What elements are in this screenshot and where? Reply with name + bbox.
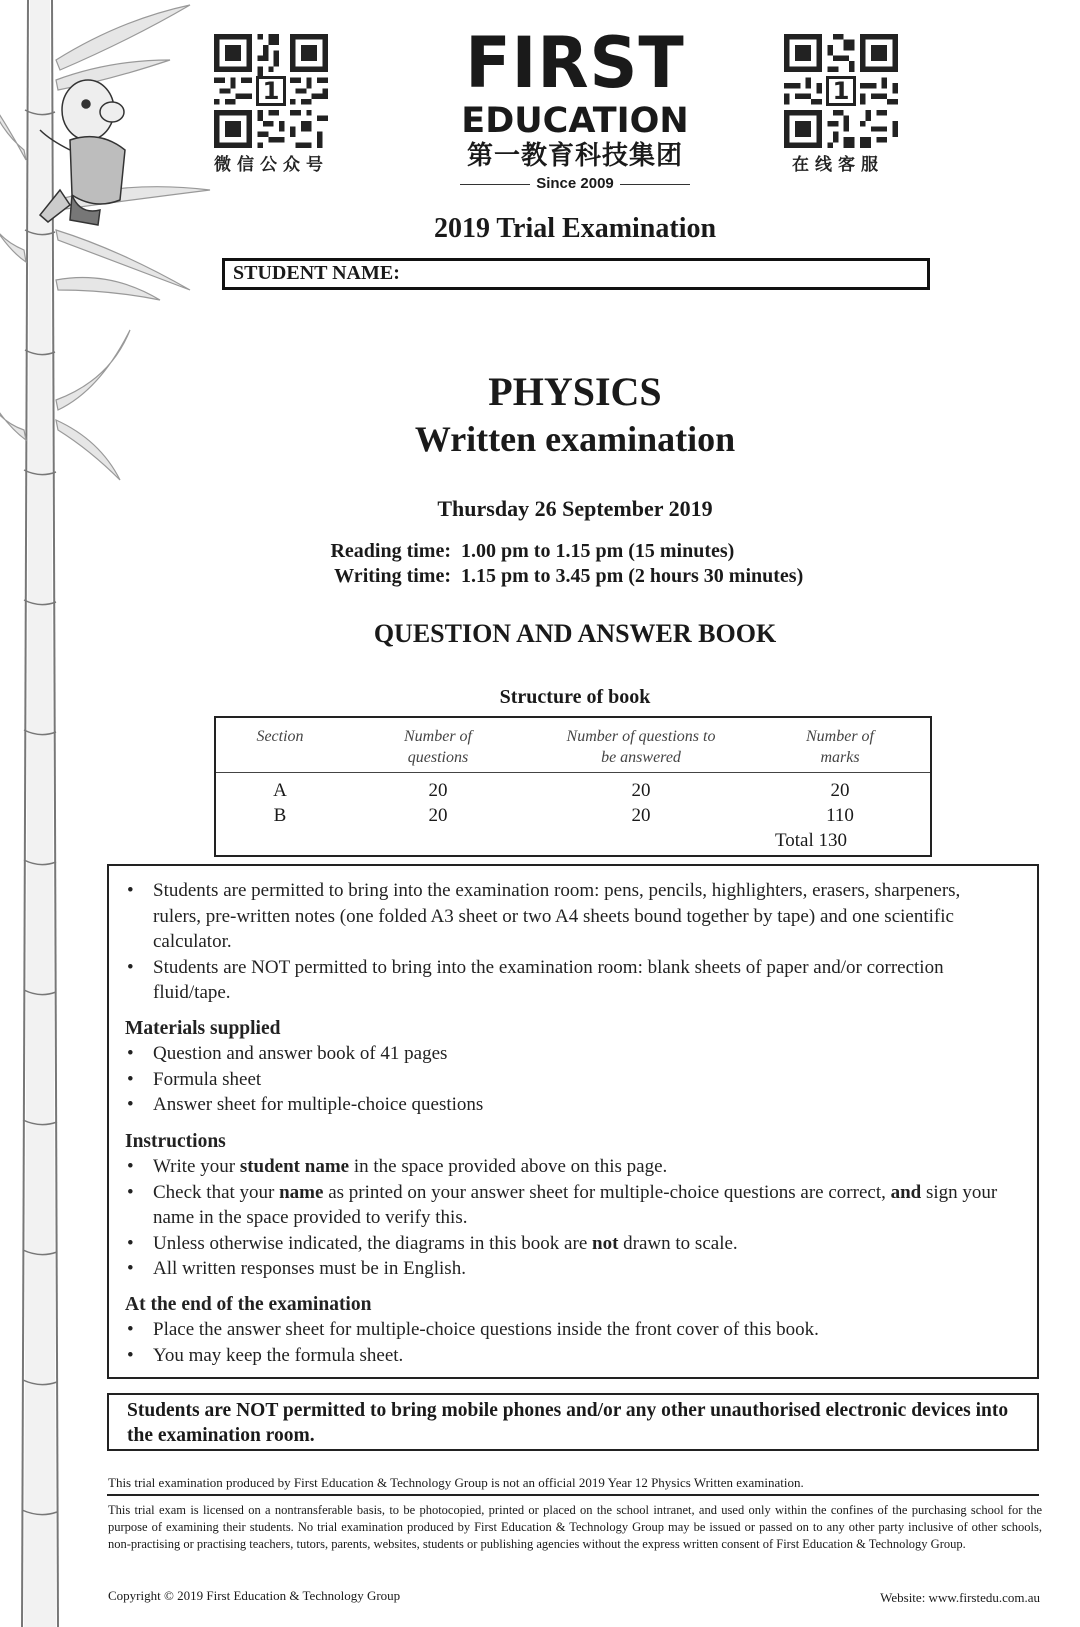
writing-time-label: Writing time: xyxy=(334,565,451,587)
service-caption: 在线客服 xyxy=(792,155,884,175)
header-questions: Number of questions xyxy=(344,717,532,773)
list-item: • Question and answer book of 41 pages xyxy=(125,1041,1005,1067)
total-marks: Total 130 xyxy=(774,830,847,851)
wechat-qr-code-icon xyxy=(214,34,328,148)
reading-time-label: Reading time: xyxy=(330,540,451,562)
table-total-row xyxy=(215,828,931,856)
cell-marks: 110 xyxy=(826,805,854,826)
writing-time xyxy=(316,565,803,588)
header-marks: Number of marks xyxy=(750,717,931,773)
copyright: Copyright © 2019 First Education & Technology Group xyxy=(108,1588,401,1603)
reading-time-value: 1.00 pm to 1.15 pm (15 minutes) xyxy=(461,540,735,562)
cell-questions: 20 xyxy=(428,805,448,826)
student-name-label: STUDENT NAME: xyxy=(233,262,400,284)
mobile-phone-warning: Students are NOT permitted to bring mobile phones and/or any other unauthorised electronic devices into the examination room. xyxy=(107,1393,1039,1451)
logo-since: Since 2009 xyxy=(460,176,690,191)
list-item: • Students are permitted to bring into the examination room: pens, pencils, highlighters, erasers, sharpeners, rulers, pre-written notes (one folded A3 sheet or two A4 sheets bound together by tape) and one scientific calculator. xyxy=(125,878,1005,955)
svg-text:1: 1 xyxy=(262,76,280,106)
table-row xyxy=(215,803,931,828)
instructions-section xyxy=(125,1129,1005,1282)
exam-date: Thursday 26 September 2019 xyxy=(437,496,713,521)
permitted-list xyxy=(125,878,1005,1006)
cell-marks: 20 xyxy=(830,780,850,801)
logo-first: FIRST xyxy=(465,22,685,104)
service-qr-code-icon xyxy=(784,34,898,148)
end-heading: At the end of the examination xyxy=(125,1294,372,1315)
list-item: • Formula sheet xyxy=(125,1067,1005,1093)
table-row xyxy=(215,773,931,804)
cell-section: B xyxy=(273,805,287,826)
cell-questions: 20 xyxy=(428,780,448,801)
writing-time-value: 1.15 pm to 3.45 pm (2 hours 30 minutes) xyxy=(461,565,804,587)
svg-text:1: 1 xyxy=(832,76,850,106)
website: Website: www.firstedu.com.au xyxy=(880,1590,1040,1605)
wechat-caption: 微信公众号 xyxy=(214,155,329,175)
list-item: • Answer sheet for multiple-choice questions xyxy=(125,1092,1005,1118)
materials-section xyxy=(125,1016,1005,1118)
header-section: Section xyxy=(215,717,344,773)
list-item: • Place the answer sheet for multiple-choice questions inside the front cover of this book. xyxy=(125,1317,1005,1343)
cell-answered: 20 xyxy=(631,805,651,826)
list-item: • All written responses must be in English. xyxy=(125,1256,1005,1282)
logo-chinese: 第一教育科技集团 xyxy=(466,141,683,171)
student-name-field[interactable] xyxy=(222,258,930,290)
subject-title: PHYSICS xyxy=(488,369,662,414)
logo-education: EDUCATION xyxy=(461,101,689,141)
license-text: This trial exam is licensed on a nontransferable basis, to be photocopied, printed or placed on the school intranet, and used only within the confines of the purchasing school for the purpose of examining their students. No trial examination produced by First Education & Technology Group may be issued or passed on to any other party inclusive of other schools, non-practising or practising teachers, tutors, parents, websites, students or publishing agencies without the express written consent of First Education & Technology Group. xyxy=(108,1503,1042,1551)
cell-answered: 20 xyxy=(631,780,651,801)
list-item: • You may keep the formula sheet. xyxy=(125,1343,1005,1369)
structure-title: Structure of book xyxy=(499,686,651,708)
trial-title: 2019 Trial Examination xyxy=(433,213,717,244)
list-item: • Check that your name as printed on your answer sheet for multiple-choice questions are correct, and sign your name in the space provided to verify this. xyxy=(125,1180,1005,1231)
end-section xyxy=(125,1292,1005,1368)
bamboo-illustration xyxy=(0,0,230,1627)
cell-section: A xyxy=(273,780,287,801)
list-item: • Students are NOT permitted to bring into the examination room: blank sheets of paper and/or correction fluid/tape. xyxy=(125,955,1005,1006)
header-answered: Number of questions to be answered xyxy=(532,717,750,773)
reading-time xyxy=(316,540,734,563)
structure-table xyxy=(214,716,932,857)
materials-heading: Materials supplied xyxy=(125,1018,281,1039)
divider xyxy=(107,1494,1039,1496)
disclaimer: This trial examination produced by First Education & Technology Group is not an official 2019 Year 12 Physics Written examination. xyxy=(108,1475,804,1490)
structure-header-row xyxy=(215,717,931,773)
instructions-heading: Instructions xyxy=(125,1131,226,1152)
list-item: • Write your student name in the space provided above on this page. xyxy=(125,1154,1005,1180)
subject-subtitle: Written examination xyxy=(414,419,736,459)
book-title: QUESTION AND ANSWER BOOK xyxy=(373,619,777,648)
list-item: • Unless otherwise indicated, the diagrams in this book are not drawn to scale. xyxy=(125,1231,1005,1257)
